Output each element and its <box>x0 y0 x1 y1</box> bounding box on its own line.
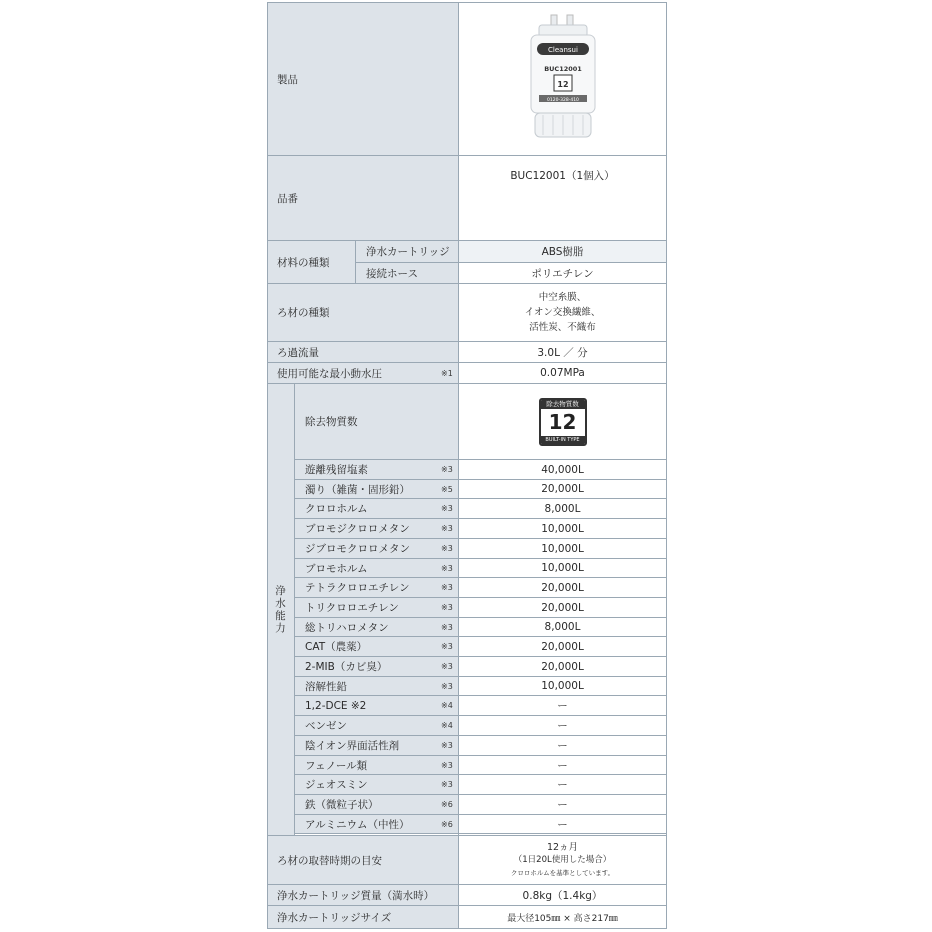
mass-label-cell <box>267 885 458 905</box>
capacity-item-value-cell <box>458 677 667 695</box>
replacement-condition: （1日20L使用した場合） <box>513 854 612 865</box>
part-number-value-cell <box>458 156 667 240</box>
badge-type: BUILT-IN TYPE <box>541 436 585 444</box>
capacity-item-label-cell <box>295 480 458 498</box>
capacity-item-value-cell <box>458 539 667 558</box>
badge-title: 除去物質数 <box>541 400 585 409</box>
model-text: BUC12001 <box>543 65 582 73</box>
footnote-mark: ※3 <box>441 642 453 651</box>
capacity-label: 浄水能力 <box>274 584 286 635</box>
capacity-item-value: ー <box>557 799 568 811</box>
capacity-item-name: トリクロロエチレン <box>305 602 399 614</box>
capacity-item-value-cell <box>458 756 667 774</box>
capacity-item-name: 1,2-DCE ※2 <box>305 699 367 712</box>
capacity-item-value-cell <box>458 460 667 479</box>
material-sub-cell <box>356 263 458 283</box>
part-number-label: 品番 <box>277 192 298 205</box>
min-pressure-value: 0.07MPa <box>540 367 585 379</box>
footnote-mark: ※3 <box>441 741 453 750</box>
filter-media-label: ろ材の種類 <box>277 307 330 319</box>
size-value-cell <box>458 906 667 928</box>
flow-rate-value: 3.0L ／ 分 <box>537 346 588 359</box>
capacity-item-value: 20,000L <box>541 640 584 653</box>
replacement-value-cell <box>458 836 667 884</box>
size-label-cell <box>267 906 458 928</box>
badge-number: 12 <box>548 409 577 434</box>
footnote-mark: ※3 <box>441 682 453 691</box>
capacity-item-value: 10,000L <box>541 562 584 574</box>
material-value: ABS樹脂 <box>541 246 584 258</box>
min-pressure-label-cell <box>267 363 458 383</box>
capacity-item-value-cell <box>458 499 667 518</box>
capacity-item-label-cell <box>295 559 458 577</box>
replacement-label: ろ材の取替時期の目安 <box>277 854 382 867</box>
capacity-item-label-cell <box>295 696 458 715</box>
capacity-item-name: 陰イオン界面活性剤 <box>305 740 400 752</box>
material-sub-cell <box>356 241 458 262</box>
capacity-label-cell <box>267 384 294 835</box>
capacity-item-label-cell <box>295 756 458 774</box>
footnote-mark: ※3 <box>441 524 453 533</box>
footnote-mark: ※3 <box>441 780 453 789</box>
capacity-item-label-cell <box>295 775 458 794</box>
product-label: 製品 <box>277 73 298 86</box>
capacity-item-value-cell <box>458 696 667 715</box>
footnote-mark: ※4 <box>441 701 453 710</box>
min-pressure-value-cell <box>458 363 667 383</box>
footnote-mark: ※3 <box>441 603 453 612</box>
capacity-item-value: ー <box>557 700 568 712</box>
row-divider <box>295 833 667 834</box>
material-sub-label: 接続ホース <box>366 267 418 280</box>
capacity-item-value-cell <box>458 519 667 538</box>
capacity-item-name: ジェオスミン <box>305 779 368 791</box>
capacity-item-label-cell <box>295 716 458 735</box>
flow-rate-value-cell <box>458 342 667 362</box>
capacity-item-name: ブロモホルム <box>305 562 368 575</box>
footnote-mark: ※6 <box>441 800 453 809</box>
replacement-basis: クロロホルムを基準としています。 <box>510 868 615 877</box>
materials-label-cell <box>267 241 355 283</box>
footnote-mark: ※4 <box>441 721 453 730</box>
capacity-item-value-cell <box>458 795 667 814</box>
capacity-item-value: 40,000L <box>541 463 584 476</box>
capacity-item-name: アルミニウム（中性） <box>305 818 410 831</box>
capacity-item-value: 20,000L <box>541 581 584 594</box>
footnote-mark: ※6 <box>441 820 453 829</box>
capacity-item-label-cell <box>295 677 458 695</box>
capacity-item-name: 鉄（微粒子状） <box>305 799 379 811</box>
capacity-item-value: ー <box>557 740 568 752</box>
footnote-mark: ※5 <box>441 485 453 494</box>
capacity-item-value-cell <box>458 637 667 656</box>
capacity-item-label-cell <box>295 598 458 617</box>
capacity-item-value-cell <box>458 736 667 755</box>
material-value-cell <box>458 263 667 283</box>
capacity-item-label-cell <box>295 578 458 597</box>
filter-media-line: イオン交換繊維、 <box>524 307 601 318</box>
mass-label: 浄水カートリッジ質量（満水時） <box>277 889 435 902</box>
size-label: 浄水カートリッジサイズ <box>277 911 392 924</box>
product-label-cell <box>267 3 458 155</box>
capacity-item-value-cell <box>458 598 667 617</box>
removal-label: 除去物質数 <box>305 416 358 428</box>
capacity-item-value-cell <box>458 559 667 577</box>
cartridge-image <box>523 9 603 149</box>
capacity-item-label-cell <box>295 460 458 479</box>
footnote-mark: ※3 <box>441 662 453 671</box>
removal-badge <box>539 398 587 446</box>
product-image-cell <box>458 3 667 155</box>
part-number-value: BUC12001（1個入） <box>510 170 615 182</box>
capacity-item-value: 8,000L <box>544 502 581 515</box>
capacity-item-name: クロロホルム <box>305 503 368 515</box>
replacement-label-cell <box>267 836 458 884</box>
capacity-item-value-cell <box>458 815 667 833</box>
capacity-item-label-cell <box>295 637 458 656</box>
replacement-period: 12ヵ月 <box>546 841 579 853</box>
capacity-item-name: フェノール類 <box>305 759 368 772</box>
capacity-item-value: 20,000L <box>541 601 584 614</box>
flow-rate-label-cell <box>267 342 458 362</box>
capacity-item-value: ー <box>557 720 568 732</box>
removal-badge-cell <box>458 384 667 459</box>
capacity-item-value: 10,000L <box>541 542 584 555</box>
min-pressure-label: 使用可能な最小動水圧 <box>277 367 382 380</box>
footnote-mark: ※1 <box>441 369 453 378</box>
footnote-mark: ※3 <box>441 761 453 770</box>
capacity-item-name: 遊離残留塩素 <box>305 464 368 476</box>
capacity-item-name: ベンゼン <box>305 720 347 732</box>
capacity-item-label-cell <box>295 736 458 755</box>
capacity-item-name: ブロモジクロロメタン <box>305 523 410 535</box>
capacity-item-value-cell <box>458 657 667 676</box>
capacity-item-label-cell <box>295 618 458 636</box>
capacity-item-value: 10,000L <box>541 680 584 692</box>
capacity-item-value: 10,000L <box>541 522 584 535</box>
footnote-mark: ※3 <box>441 504 453 513</box>
capacity-item-name: ジブロモクロロメタン <box>305 543 410 555</box>
capacity-item-name: 2-MIB（カビ臭） <box>305 661 388 673</box>
capacity-item-value-cell <box>458 480 667 498</box>
capacity-item-value: 20,000L <box>541 660 584 673</box>
capacity-item-label-cell <box>295 519 458 538</box>
capacity-item-value-cell <box>458 775 667 794</box>
footnote-mark: ※3 <box>441 583 453 592</box>
footnote-mark: ※3 <box>441 623 453 632</box>
capacity-item-label-cell <box>295 539 458 558</box>
material-value: ポリエチレン <box>531 267 594 280</box>
footnote-mark: ※3 <box>441 544 453 553</box>
filter-media-line: 中空糸膜、 <box>538 292 587 303</box>
capacity-item-value-cell <box>458 578 667 597</box>
capacity-item-label-cell <box>295 795 458 814</box>
filter-media-value-cell <box>458 284 667 341</box>
capacity-item-name: CAT（農薬） <box>305 641 368 653</box>
capacity-item-value-cell <box>458 618 667 636</box>
capacity-item-value: ー <box>557 759 568 772</box>
material-sub-label: 浄水カートリッジ <box>366 246 450 258</box>
count-text: 12 <box>556 80 569 89</box>
capacity-item-value: 8,000L <box>544 621 581 633</box>
material-value-cell <box>458 241 667 262</box>
capacity-item-label-cell <box>295 815 458 833</box>
capacity-item-label-cell <box>295 657 458 676</box>
footnote-mark: ※3 <box>441 564 453 573</box>
brand-text: Cleansui <box>547 46 578 54</box>
materials-label: 材料の種類 <box>277 256 330 269</box>
capacity-item-name: テトラクロロエチレン <box>305 582 410 594</box>
footnote-mark: ※3 <box>441 465 453 474</box>
capacity-item-name: 濁り（雑菌・固形鉛） <box>305 483 410 496</box>
capacity-item-value: ー <box>557 779 568 791</box>
removal-label-cell <box>295 384 458 459</box>
capacity-item-label-cell <box>295 499 458 518</box>
capacity-item-name: 総トリハロメタン <box>305 621 389 634</box>
mass-value-cell <box>458 885 667 905</box>
phone-text: 0120-328-410 <box>546 98 579 103</box>
capacity-item-value: ー <box>557 818 568 831</box>
part-number-label-cell <box>267 156 458 240</box>
filter-media-label-cell <box>267 284 458 341</box>
filter-media-line: 活性炭、不織布 <box>529 322 596 333</box>
mass-value: 0.8kg（1.4kg） <box>522 889 603 902</box>
flow-rate-label: ろ過流量 <box>277 346 319 359</box>
size-value: 最大径105㎜ × 高さ217㎜ <box>507 913 618 924</box>
spec-table <box>267 0 667 932</box>
capacity-item-value-cell <box>458 716 667 735</box>
capacity-item-name: 溶解性鉛 <box>305 680 347 693</box>
capacity-item-value: 20,000L <box>541 483 584 495</box>
